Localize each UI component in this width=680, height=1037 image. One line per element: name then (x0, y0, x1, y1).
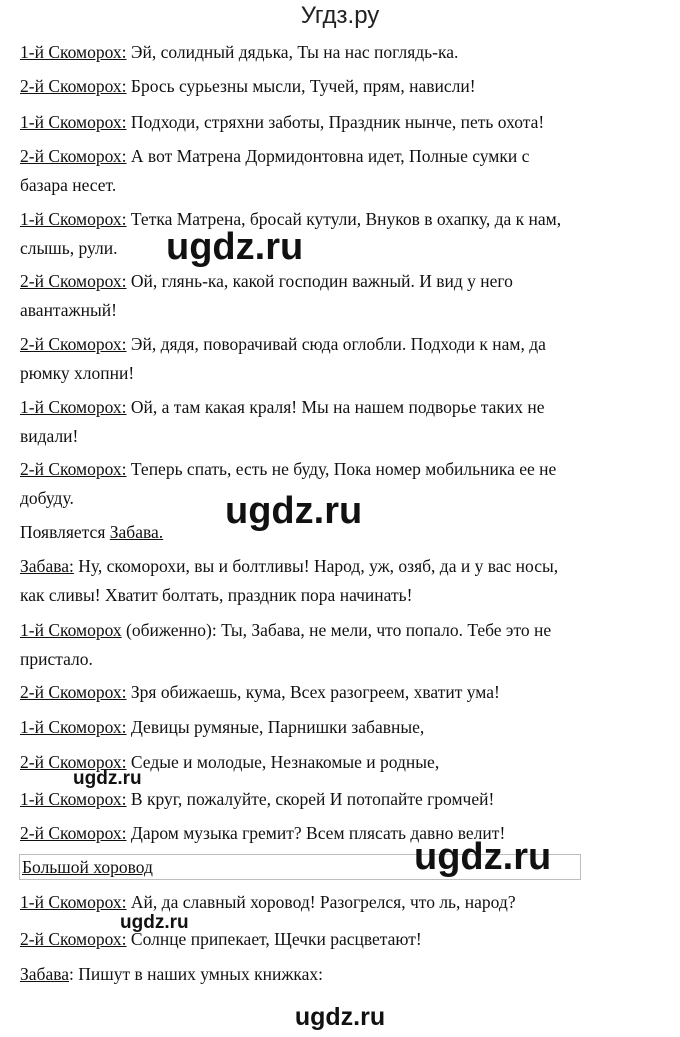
dialogue-text: Ой, глянь-ка, какой господин важный. И вид у него авантажный! (20, 271, 513, 320)
speaker-label: 1-й Скоморох (20, 620, 122, 640)
dialogue-text: Тетка Матрена, бросай кутули, Внуков в охапку, да к нам, слышь, рули. (20, 209, 562, 258)
speaker-label: 1-й Скоморох: (20, 397, 127, 417)
dialogue-text: Девицы румяные, Парнишки забавные, (126, 717, 425, 737)
speaker-label: 2-й Скоморох: (20, 823, 127, 843)
dialogue-text: (обиженно): Ты, Забава, не мели, что попало. Тебе это не пристало. (20, 620, 552, 669)
speaker-label: Забава: (20, 556, 74, 576)
dialogue-line (20, 552, 580, 610)
speaker-label: 1-й Скоморох: (20, 112, 127, 132)
dialogue-line (20, 960, 580, 989)
dialogue-line (20, 678, 580, 707)
speaker-label: 1-й Скоморох: (20, 717, 127, 737)
site-header: Угдз.ру (300, 2, 380, 29)
dialogue-text: Ой, а там какая краля! Мы на нашем подворье таких не видали! (20, 397, 545, 446)
dialogue-line (20, 393, 580, 451)
dialogue-text: Эй, дядя, поворачивай сюда оглобли. Подходи к нам, да рюмку хлопни! (20, 334, 546, 383)
footer-watermark: ugdz.ru (294, 1003, 386, 1031)
speaker-label: 2-й Скоморох: (20, 146, 127, 166)
dialogue-text: Брось сурьезны мысли, Тучей, прям, нависли! (126, 76, 476, 96)
dialogue-text: А вот Матрена Дормидонтовна идет, Полные сумки с базара несет. (20, 146, 530, 195)
dialogue-text: Ну, скоморохи, вы и болтливы! Народ, уж, озяб, да и у вас носы, как сливы! Хватит болтать, праздник пора начинать! (20, 556, 559, 605)
watermark: ugdz.ru (414, 836, 552, 878)
watermark: ugdz.ru (166, 226, 304, 268)
dialogue-text: Подходи, стряхни заботы, Праздник нынче, петь охота! (126, 112, 545, 132)
dialogue-line (20, 925, 580, 954)
speaker-label: 2-й Скоморох: (20, 752, 127, 772)
watermark: ugdz.ru (73, 768, 142, 789)
section-title: Большой хоровод (22, 857, 153, 877)
dialogue-text: Эй, солидный дядька, Ты на нас поглядь-ка. (126, 42, 459, 62)
speaker-label: 2-й Скоморох: (20, 76, 127, 96)
speaker-label: 1-й Скоморох: (20, 42, 127, 62)
dialogue-text: : Пишут в наших умных книжках: (69, 964, 324, 984)
dialogue-line (20, 888, 580, 917)
watermark: ugdz.ru (225, 490, 363, 532)
speaker-label: 2-й Скоморох: (20, 271, 127, 291)
dialogue-line (20, 38, 580, 67)
dialogue-line (20, 713, 580, 742)
dialogue-text: Даром музыка гремит? Всем плясать давно велит! (126, 823, 506, 843)
dialogue-text: Теперь спать, есть не буду, Пока номер мобильника ее не добуду. (20, 459, 557, 508)
dialogue-line (20, 267, 580, 325)
speaker-label: Забава (20, 964, 70, 984)
dialogue-line (20, 142, 580, 200)
dialogue-text: Ай, да славный хоровод! Разогрелся, что ль, народ? (126, 892, 516, 912)
dialogue-text: Солнце припекает, Щечки расцветают! (126, 929, 422, 949)
watermark: ugdz.ru (120, 912, 189, 933)
dialogue-line (20, 72, 580, 101)
speaker-label: Забава. (109, 522, 164, 542)
dialogue-line (20, 108, 580, 137)
dialogue-text: Седые и молодые, Незнакомые и родные, (126, 752, 440, 772)
dialogue-line (20, 616, 580, 674)
speaker-label: 1-й Скоморох: (20, 892, 127, 912)
speaker-label: 2-й Скоморох: (20, 334, 127, 354)
dialogue-text: Зря обижаешь, кума, Всех разогреем, хватит ума! (126, 682, 500, 702)
stage-direction-text: Появляется (20, 522, 110, 542)
dialogue-text: В круг, пожалуйте, скорей И потопайте громчей! (126, 789, 495, 809)
dialogue-line (20, 330, 580, 388)
speaker-label: 1-й Скоморох: (20, 789, 127, 809)
speaker-label: 2-й Скоморох: (20, 682, 127, 702)
speaker-label: 2-й Скоморох: (20, 929, 127, 949)
speaker-label: 1-й Скоморох: (20, 209, 127, 229)
speaker-label: 2-й Скоморох: (20, 459, 127, 479)
